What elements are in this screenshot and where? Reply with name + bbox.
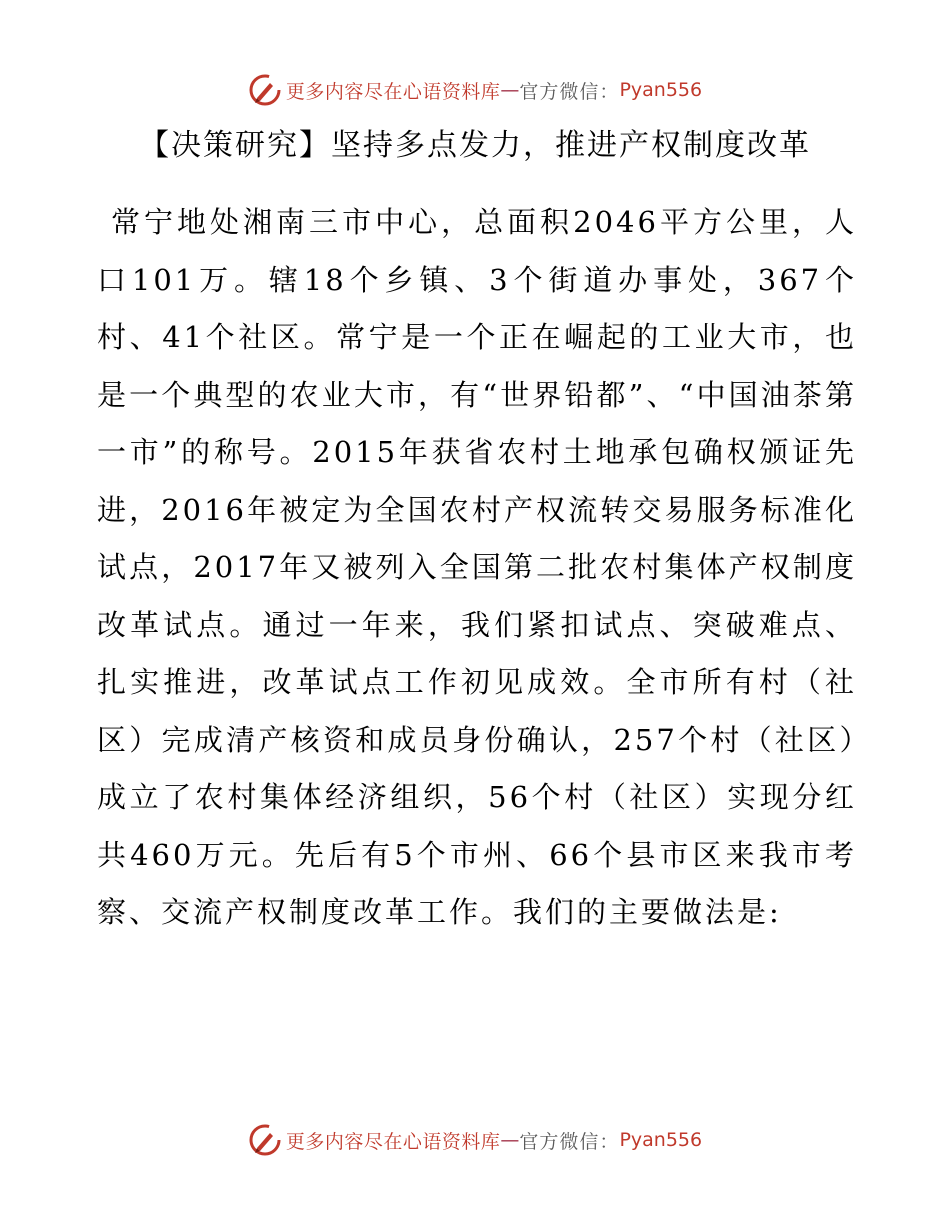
banner-separator: — (500, 1129, 520, 1151)
banner-wechat-id: Pyan556 (619, 1129, 703, 1151)
banner-main-text: 更多内容尽在心语资料库 (285, 1130, 501, 1153)
document-title: 【决策研究】坚持多点发力，推进产权制度改革 (139, 128, 811, 163)
banner-main-text: 更多内容尽在心语资料库 (285, 80, 501, 103)
banner-sub-text: 官方微信： (519, 1130, 620, 1153)
banner-separator: — (500, 79, 520, 101)
banner-wechat-id: Pyan556 (619, 79, 703, 101)
document-body-paragraph: 常宁地处湘南三市中心，总面积2046平方公里，人口101万。辖18个乡镇、3个街道办事处，367个村、41个社区。常宁是一个正在崛起的工业大市，也是一个典型的农业大市，有“世界铅都”、“中国油茶第一市”的称号。2015年获省农村土地承包确权颁证先进，2016年被定为全国农村产权流转交易服务标准化试点，2017年又被列入全国第二批农村集体产权制度改革试点。通过一年来，我们紧扣试点、突破难点、扎实推进，改革试点工作初见成效。全市所有村（社区）完成清产核资和成员身份确认，257个村（社区）成立了农村集体经济组织，56个村（社区）实现分红共460万元。先后有5个市州、66个县市区来我市考察、交流产权制度改革工作。我们的主要做法是: (97, 205, 857, 929)
pen-circle-logo-icon (248, 1123, 282, 1157)
footer-watermark-banner (0, 1120, 950, 1160)
header-watermark-banner (0, 70, 950, 110)
pen-circle-logo-icon (248, 73, 282, 107)
banner-sub-text: 官方微信： (519, 80, 620, 103)
